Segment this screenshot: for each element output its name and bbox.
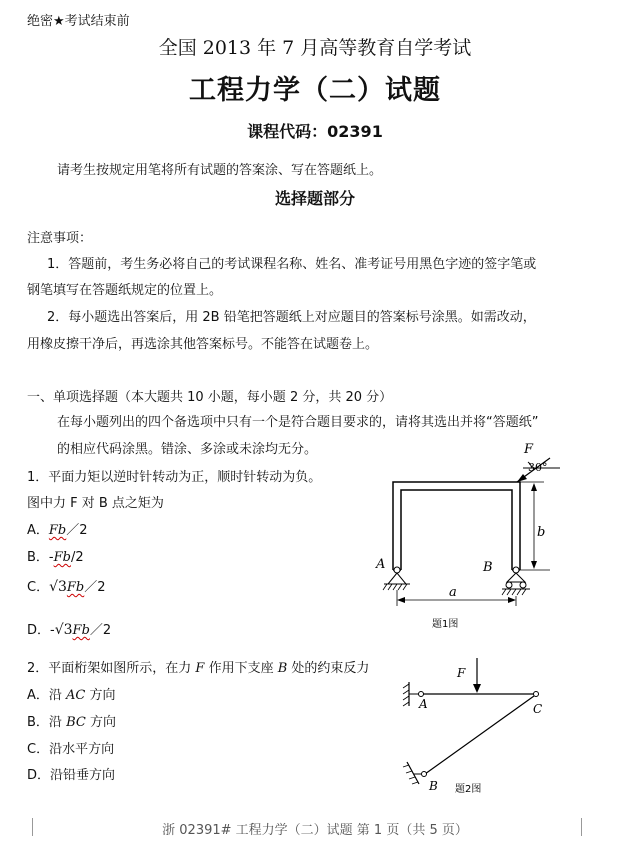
- q1-option-b: B．-Fb/2: [27, 550, 84, 565]
- q1-fig-label-angle: 30°: [528, 461, 548, 474]
- q2-fig-label-c: C: [533, 702, 543, 716]
- q2-fig-label-f: F: [457, 666, 466, 680]
- part-title: 选择题部分: [274, 189, 355, 208]
- section-desc-line2: 的相应代码涂黑。错涂、多涂或未涂均无分。: [57, 442, 318, 457]
- q1-option-d: D．-√3Fb／2: [27, 622, 112, 638]
- page-footer: 浙 02391# 工程力学（二）试题 第 1 页（共 5 页）: [162, 823, 468, 838]
- attention-item-1-line2: 钢笔填写在答题纸规定的位置上。: [27, 283, 223, 298]
- q1-fig-label-f: F: [524, 442, 534, 457]
- q2-fig-label-b: B: [429, 779, 438, 793]
- q1-option-c: C．√3Fb／2: [27, 579, 106, 595]
- exam-title: 全国 2013 年 7 月高等教育自学考试: [158, 37, 472, 59]
- section-desc-line1: 在每小题列出的四个备选项中只有一个是符合题目要求的，请将其选出并将“答题纸”: [57, 415, 539, 430]
- q1-fig-label-a-dim: a: [449, 585, 457, 600]
- attention-item-1-line1: 1．答题前，考生务必将自己的考试课程名称、姓名、准考证号用黑色字迹的签字笔或: [47, 257, 537, 272]
- attention-label: 注意事项：: [27, 231, 93, 246]
- course-code: 课程代码：02391: [247, 122, 383, 141]
- q2-stem: 2．平面桁架如图所示，在力 F 作用下支座 B 处的约束反力: [27, 661, 370, 676]
- q2-option-c: C．沿水平方向: [27, 742, 115, 757]
- attention-item-2-line2: 用橡皮擦干净后，再选涂其他答案标号。不能答在试题卷上。: [27, 337, 379, 352]
- subject-title: 工程力学（二）试题: [189, 75, 441, 106]
- attention-item-2-line1: 2．每小题选出答案后，用 2B 铅笔把答题纸上对应题目的答案标号涂黑。如需改动，: [47, 310, 536, 325]
- section-title: 一、单项选择题（本大题共 10 小题，每小题 2 分，共 20 分）: [27, 390, 393, 405]
- q2-option-a: A．沿 AC 方向: [27, 688, 116, 703]
- answer-note: 请考生按规定用笔将所有试题的答案涂、写在答题纸上。: [57, 163, 383, 178]
- q1-fig-label-a-point: A: [376, 557, 386, 572]
- q1-fig-label-b-point: B: [483, 560, 493, 575]
- q2-figure: [395, 650, 565, 800]
- q1-stem-line1: 1．平面力矩以逆时针转动为正，顺时针转动为负。: [27, 470, 322, 485]
- q1-figure: [360, 440, 575, 640]
- q2-fig-caption: 题2图: [455, 784, 482, 795]
- q2-fig-label-a: A: [419, 697, 428, 711]
- q2-option-b: B．沿 BC 方向: [27, 715, 116, 730]
- q2-option-d: D．沿铅垂方向: [27, 768, 116, 783]
- q1-option-a: A．Fb／2: [27, 523, 88, 538]
- q1-stem-line2: 图中力 F 对 B 点之矩为: [27, 496, 164, 511]
- secret-label: 绝密★考试结束前: [27, 14, 130, 29]
- q1-fig-label-b: b: [537, 525, 546, 540]
- q1-fig-caption: 题1图: [432, 619, 459, 630]
